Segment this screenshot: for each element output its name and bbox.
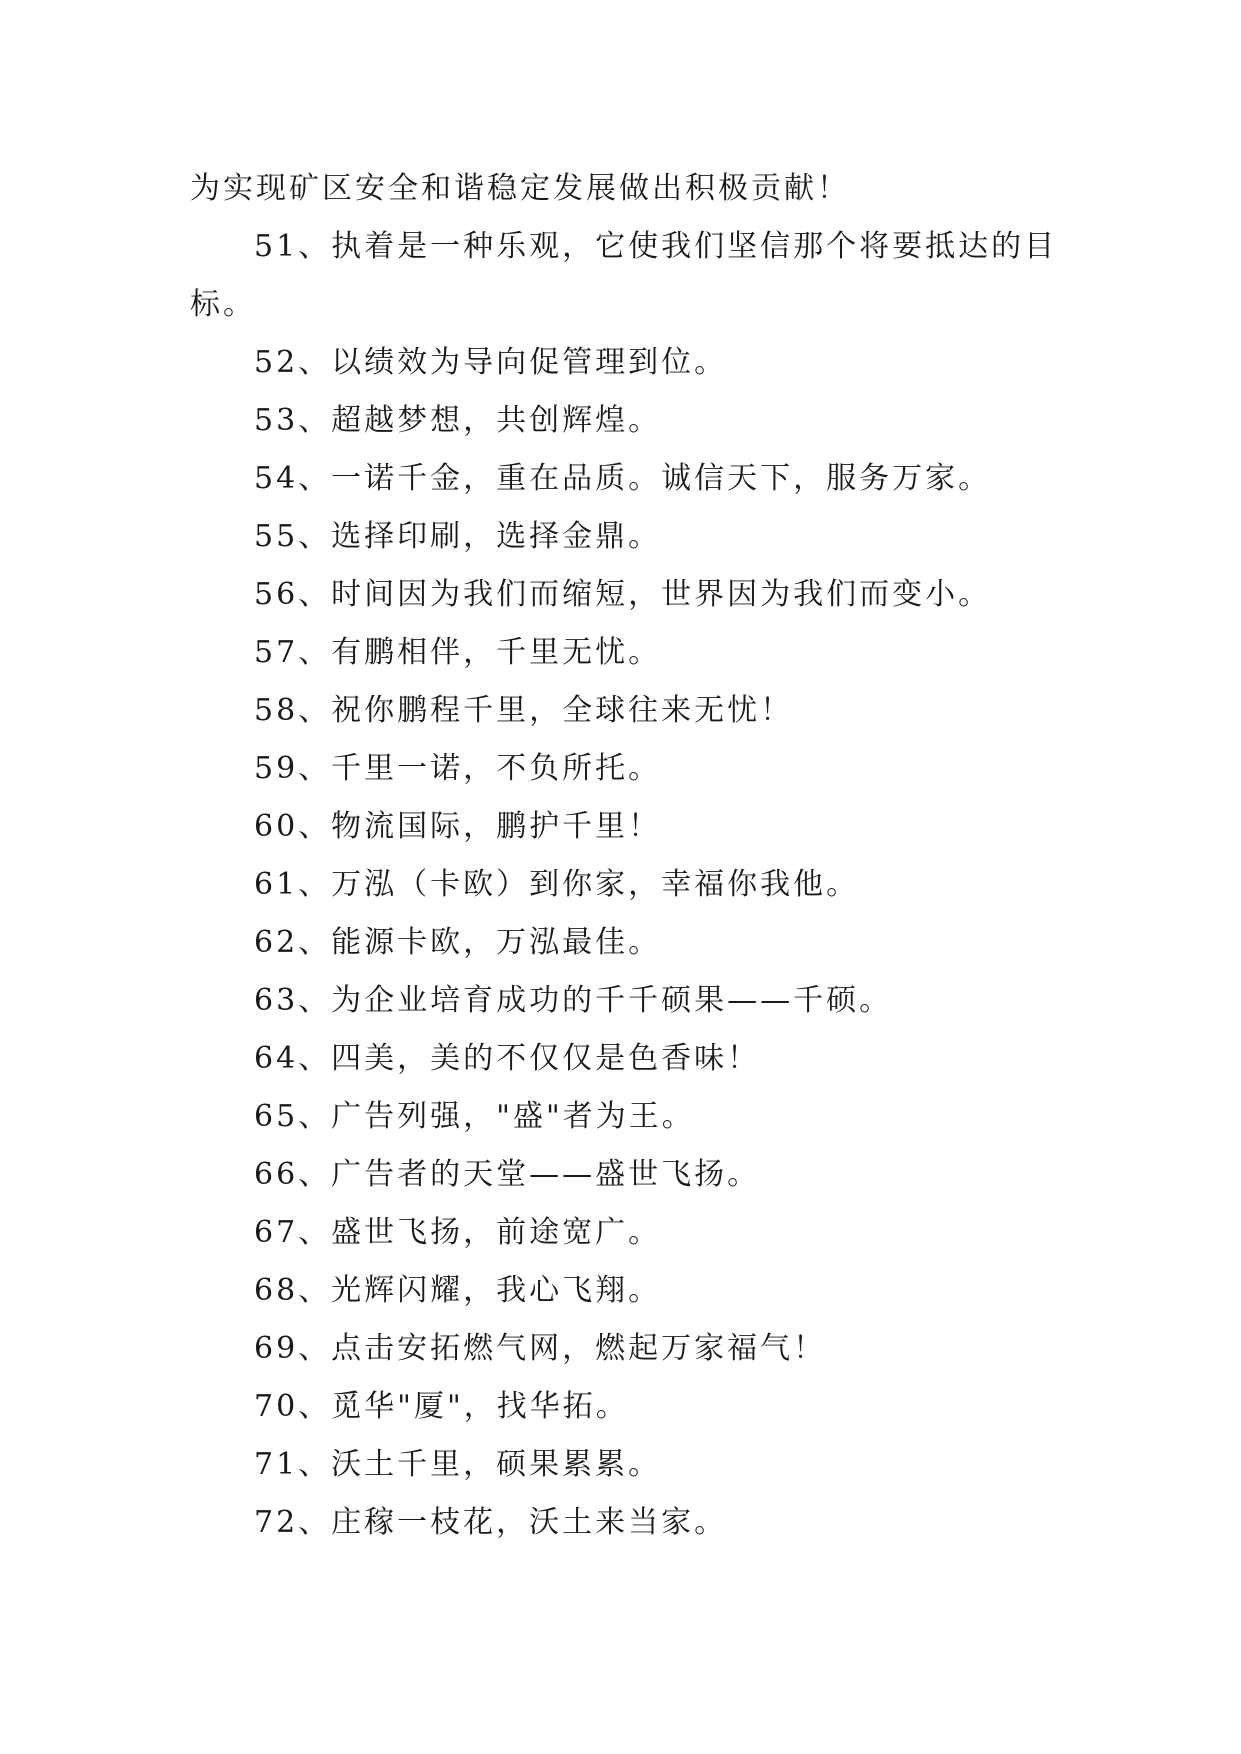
document-body	[190, 160, 1070, 1552]
list-item: 53、超越梦想，共创辉煌。	[254, 403, 662, 438]
list-item: 68、光辉闪耀，我心飞翔。	[254, 1273, 662, 1308]
list-item: 59、千里一诺，不负所托。	[254, 751, 662, 786]
list-item: 66、广告者的天堂——盛世飞扬。	[254, 1157, 761, 1192]
list-item: 54、一诺千金，重在品质。诚信天下，服务万家。	[254, 461, 992, 496]
list-item: 61、万泓（卡欧）到你家，幸福你我他。	[254, 867, 860, 902]
list-item: 69、点击安拓燃气网，燃起万家福气！	[254, 1331, 827, 1366]
list-item: 62、能源卡欧，万泓最佳。	[254, 925, 662, 960]
list-item: 57、有鹏相伴，千里无忧。	[254, 635, 662, 670]
list-item: 67、盛世飞扬，前途宽广。	[254, 1215, 662, 1250]
list-item: 56、时间因为我们而缩短，世界因为我们而变小。	[254, 577, 992, 612]
continuation-paragraph: 为实现矿区安全和谐稳定发展做出积极贡献！	[190, 171, 850, 206]
list-item: 65、广告列强，"盛"者为王。	[254, 1099, 695, 1134]
list-item: 70、觅华"厦"，找华拓。	[254, 1389, 629, 1424]
list-item: 60、物流国际，鹏护千里！	[254, 809, 662, 844]
list-item: 52、以绩效为导向促管理到位。	[254, 345, 728, 380]
list-item: 58、祝你鹏程千里，全球往来无忧！	[254, 693, 794, 728]
list-item: 51、执着是一种乐观，它使我们坚信那个将要抵达的目标。	[190, 229, 1058, 322]
list-item: 63、为企业培育成功的千千硕果——千硕。	[254, 983, 893, 1018]
list-item: 71、沃土千里，硕果累累。	[254, 1447, 662, 1482]
list-item: 55、选择印刷，选择金鼎。	[254, 519, 662, 554]
list-item: 64、四美，美的不仅仅是色香味！	[254, 1041, 761, 1076]
list-item: 72、庄稼一枝花，沃土来当家。	[254, 1505, 728, 1540]
